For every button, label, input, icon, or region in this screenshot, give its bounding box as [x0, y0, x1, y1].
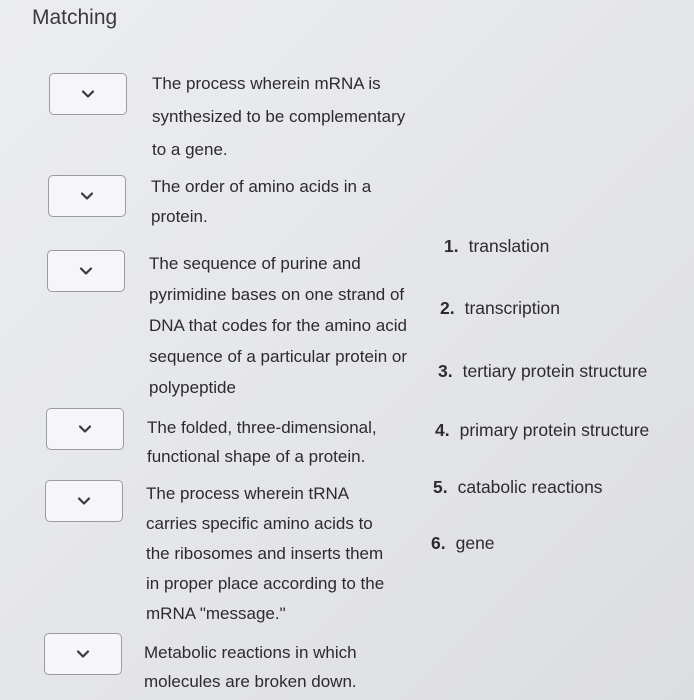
- chevron-down-icon: [79, 192, 95, 202]
- answer-number: 5.: [433, 477, 448, 497]
- answer-option-1: [444, 236, 549, 257]
- chevron-down-icon: [78, 267, 94, 277]
- match-select-2[interactable]: [48, 175, 126, 217]
- match-select-1[interactable]: [49, 73, 127, 115]
- answer-label: translation: [468, 236, 550, 256]
- answer-label: tertiary protein structure: [462, 361, 648, 381]
- answer-label: gene: [455, 533, 495, 553]
- answer-number: 3.: [438, 361, 453, 381]
- answer-label: primary protein structure: [459, 420, 650, 440]
- answer-number: 2.: [440, 298, 455, 318]
- answer-number: 6.: [431, 533, 446, 553]
- page-title: Matching: [32, 6, 118, 29]
- chevron-down-icon: [77, 425, 93, 435]
- question-text-1: The process wherein mRNA is synthesized to be complementary to a gene.: [152, 74, 406, 159]
- answer-option-4: [435, 420, 649, 441]
- match-select-6[interactable]: [44, 633, 122, 675]
- match-select-5[interactable]: [45, 480, 123, 522]
- question-text-4: The folded, three-dimensional, functional shape of a protein.: [147, 418, 377, 466]
- chevron-down-icon: [80, 90, 96, 100]
- answer-label: transcription: [464, 298, 560, 318]
- question-text-3: The sequence of purine and pyrimidine bases on one strand of DNA that codes for the amino acid sequence of a particular protein or polypeptide: [149, 254, 407, 397]
- answer-number: 4.: [435, 420, 450, 440]
- answer-option-6: [431, 533, 495, 554]
- chevron-down-icon: [76, 497, 92, 507]
- question-text-5: The process wherein tRNA carries specific amino acids to the ribosomes and inserts them in proper place according to the mRNA "message.": [146, 484, 385, 623]
- match-select-3[interactable]: [47, 250, 125, 292]
- match-select-4[interactable]: [46, 408, 124, 450]
- answer-option-5: [433, 477, 603, 498]
- chevron-down-icon: [75, 650, 91, 660]
- question-text-6: Metabolic reactions in which molecules are broken down.: [144, 643, 357, 691]
- question-text-2: The order of amino acids in a protein.: [151, 177, 372, 226]
- answer-label: catabolic reactions: [457, 477, 603, 497]
- answer-number: 1.: [444, 236, 459, 256]
- answer-option-2: [440, 298, 560, 319]
- answer-option-3: [438, 361, 647, 382]
